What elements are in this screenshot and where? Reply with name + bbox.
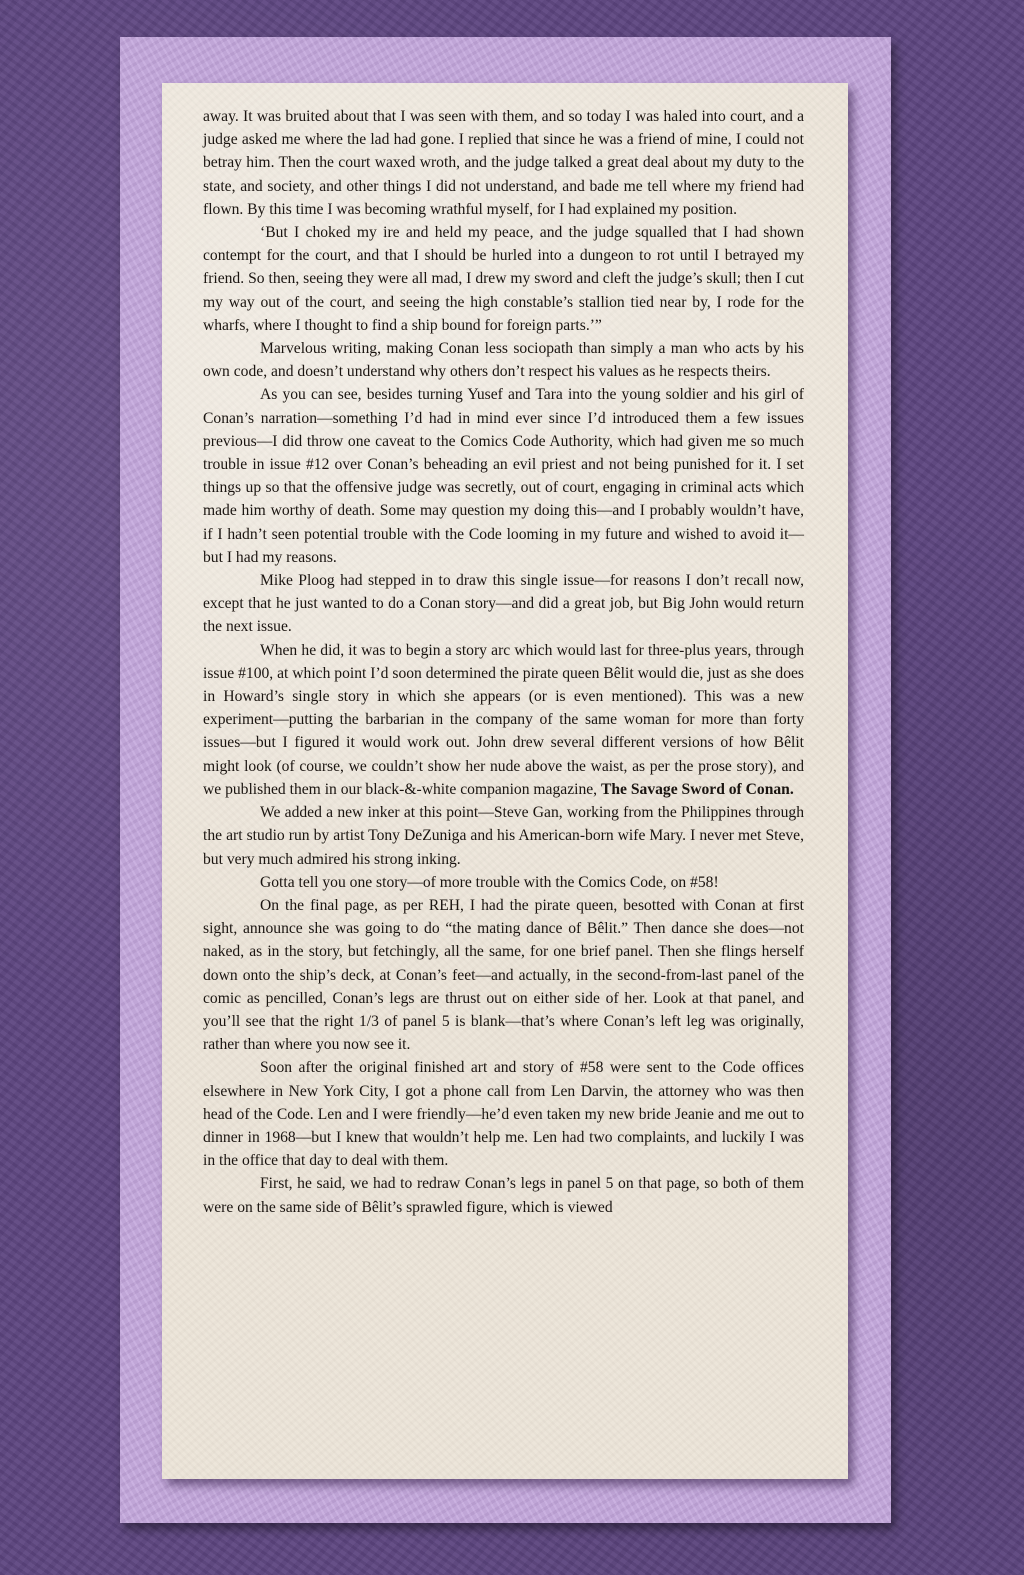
- paragraph-8: Gotta tell you one story—of more trouble with the Comics Code, on #58!: [260, 873, 719, 891]
- magazine-title: The Savage Sword of Conan.: [600, 780, 794, 798]
- paragraph-6: [203, 639, 804, 801]
- paragraph-10: Soon after the original finished art and story of #58 were sent to the Code offices elsewhere in New York City, I got a phone call from Len Darvin, the attorney who was then head of the Code. Len and I were friendly—he’d even taken my new bride Jeanie and me out to dinner in 1968—but I knew that wouldn’t help me. Len had two complaints, and luckily I was in the office that day to deal with them.: [203, 1059, 804, 1170]
- paragraph-9: On the final page, as per REH, I had the pirate queen, besotted with Conan at first sight, announce she was going to do “the mating dance of Bêlit.” Then dance she does—not naked, as in the story, but fetchingly, all the same, for one brief panel. Then she flings herself down onto the ship’s deck, at Conan’s feet—and actually, in the second-from-last panel of the comic as pencilled, Conan’s legs are thrust out on either side of her. Look at that panel, and you’ll see that the right 1/3 of panel 5 is blank—that’s where Conan’s left leg was originally, rather than where you now see it.: [203, 896, 804, 1054]
- paragraph-5: Mike Ploog had stepped in to draw this single issue—for reasons I don’t recall now, except that he just wanted to do a Conan story—and did a great job, but Big John would return the next issue.: [203, 572, 804, 636]
- paragraph-4: As you can see, besides turning Yusef and Tara into the young soldier and his girl of Conan’s narration—something I’d had in mind ever since I’d introduced them a few issues previous—I did throw one caveat to the Comics Code Authority, which had given me so much trouble in issue #12 over Conan’s beheading an evil priest and not being punished for it. I set things up so that the offensive judge was secretly, out of court, engaging in criminal acts which made him worthy of death. Some may question my doing this—and I probably wouldn’t have, if I hadn’t seen potential trouble with the Code looming in my future and wished to avoid it—but I had my reasons.: [203, 386, 804, 566]
- body-text: [203, 105, 804, 1219]
- paragraph-3: Marvelous writing, making Conan less sociopath than simply a man who acts by his own code, and doesn’t understand why others don’t respect his values as he respects theirs.: [203, 340, 804, 381]
- paragraph-6-text: When he did, it was to begin a story arc which would last for three-plus years, through issue #100, at which point I’d soon determined the pirate queen Bêlit would die, just as she does in Howard’s single story in which she appears (or is even mentioned). This was a new experiment—putting the barbarian in the company of the same woman for more than forty issues—but I figured it would work out. John drew several different versions of how Bêlit might look (of course, we couldn’t show her nude above the waist, as per the prose story), and we published them in our black-&-white companion magazine,: [203, 641, 804, 798]
- paragraph-2: ‘But I choked my ire and held my peace, and the judge squalled that I had shown contempt for the court, and that I should be hurled into a dungeon to rot until I betrayed my friend. So then, seeing they were all mad, I drew my sword and cleft the judge’s skull; then I cut my way out of the court, and seeing the high constable’s stallion tied near by, I rode for the wharfs, where I thought to find a ship bound for foreign parts.’”: [203, 224, 804, 334]
- paragraph-11: First, he said, we had to redraw Conan’s legs in panel 5 on that page, so both of them were on the same side of Bêlit’s sprawled figure, which is viewed: [203, 1175, 804, 1216]
- paragraph-7: We added a new inker at this point—Steve Gan, working from the Philippines through the art studio run by artist Tony DeZuniga and his American-born wife Mary. I never met Steve, but very much admired his strong inking.: [203, 804, 804, 868]
- text-page: [162, 83, 848, 1479]
- paragraph-1: away. It was bruited about that I was seen with them, and so today I was haled into court, and a judge asked me where the lad had gone. I replied that since he was a friend of mine, I could not betray him. Then the court waxed wroth, and the judge talked a great deal about my duty to the state, and society, and other things I did not understand, and bade me tell where my friend had flown. By this time I was becoming wrathful myself, for I had explained my position.: [203, 108, 804, 218]
